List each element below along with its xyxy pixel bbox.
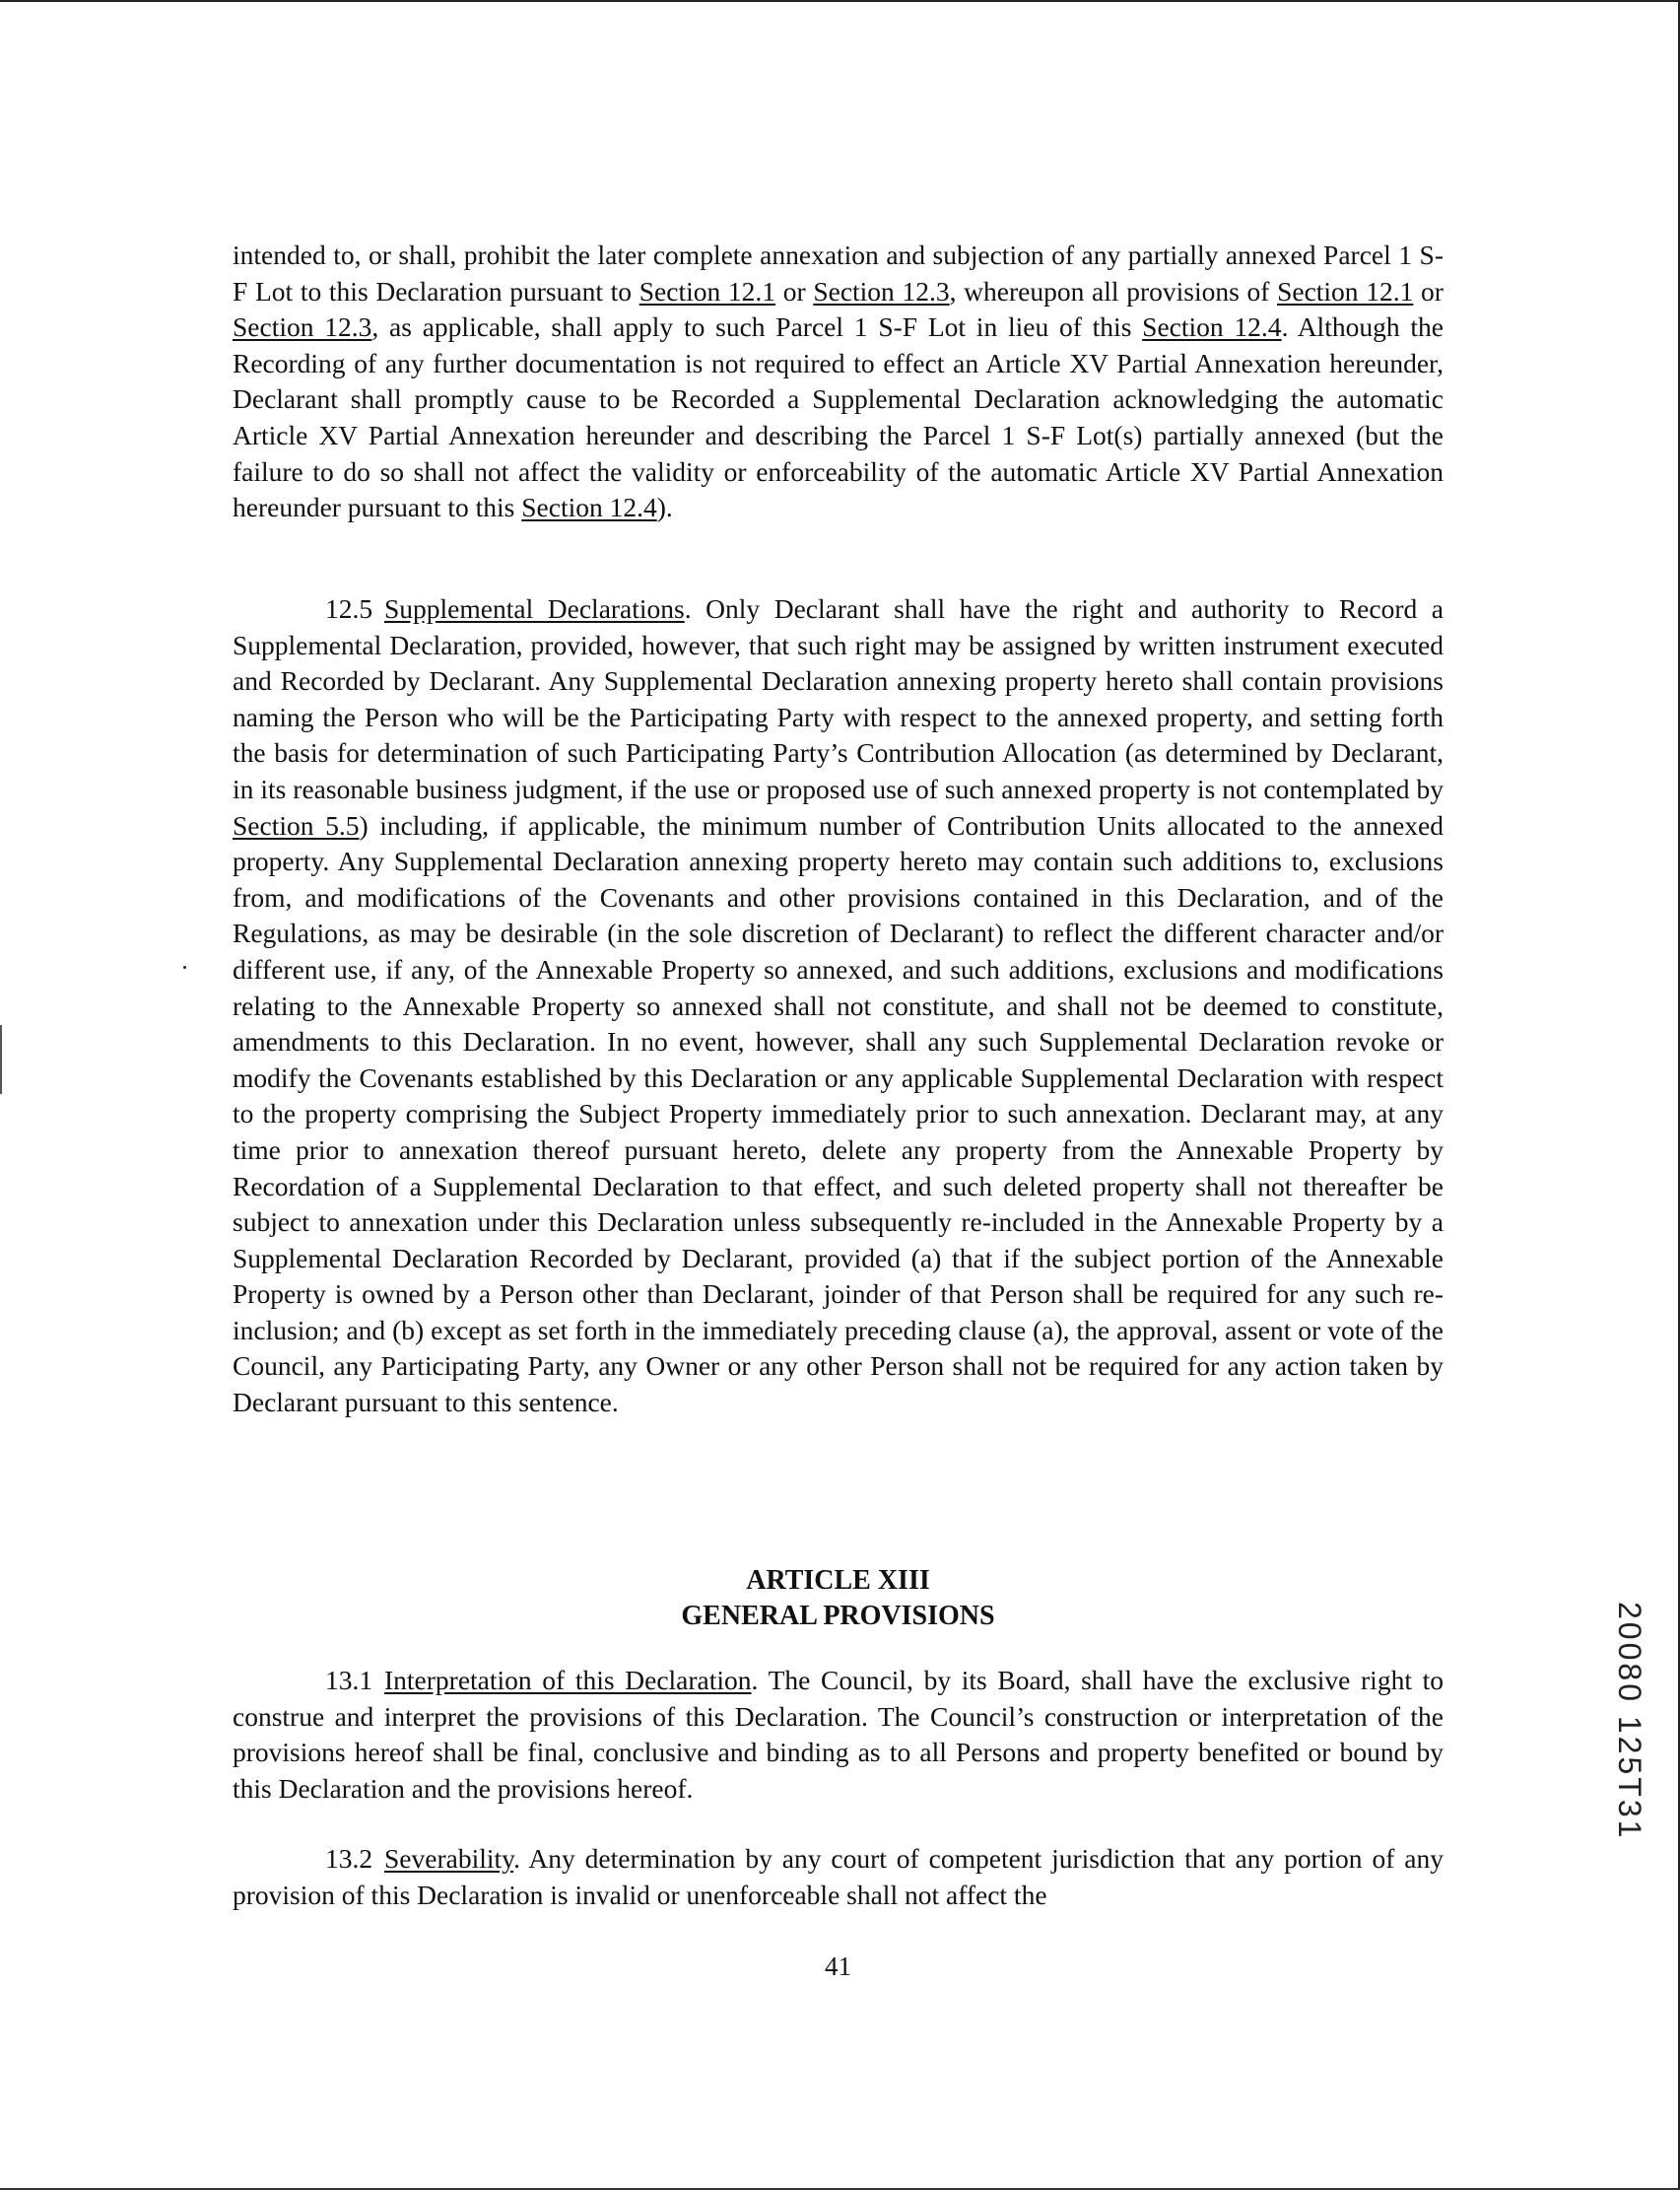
section-13-1-paragraph (233, 1663, 1444, 1807)
section-12-5-paragraph (233, 591, 1444, 1421)
section-13-2-paragraph (233, 1841, 1444, 1913)
text-run: . The Council, by its Board, shall have the exclusive right to construe and interpret the provisions of this Declaration. The Council’s construction or interpretation of the provisions hereof shall be final, conclusive and binding as to all Persons and property benefited or bound by this Declaration and the provisions hereof. (233, 1665, 1445, 1804)
text-run: , whereupon all provisions of (949, 275, 1278, 307)
text-run: . Although the Recording of any further documentation is not required to effect an Article XV Partial Annexation hereunder, Declarant shall promptly cause to be Recorded a Supplemental Declaration acknowledging the automatic Article XV Partial Annexation hereunder and describing the Parcel 1 S-F Lot(s) partially annexed (but the failure to do so shall not affect the validity or enforceability of the automatic Article XV Partial Annexation hereunder pursuant to this (233, 311, 1444, 523)
article-title: GENERAL PROVISIONS (681, 1601, 995, 1631)
section-title: Severability (384, 1843, 514, 1874)
article-number: ARTICLE XIII (746, 1565, 930, 1596)
section-reference: Section 12.3 (233, 311, 372, 343)
paragraph-12-4-continuation (233, 238, 1444, 526)
left-scan-mark (0, 1025, 2, 1094)
article-heading (233, 1563, 1444, 1634)
page-number: 41 (825, 1951, 851, 1981)
continuation-paragraph (233, 238, 1444, 526)
section-number: 13.2 (325, 1843, 373, 1874)
margin-recording-stamp: 20080 125T31 (1612, 1602, 1647, 1841)
text-run: ) including, if applicable, the minimum number of Contribution Units allocated to the annexed property. Any Supplemental Declaration annexing property hereto may contain such additions to, exclusions from, and modifications of the Covenants and other provisions contained in this Declaration, and of the Regulations, as may be desirable (in the sole discretion of Declarant) to reflect the different character and/or different use, if any, of the Annexable Property so annexed, and such additions, exclusions and modifications relating to the Annexable Property so annexed shall not constitute, and shall not be deemed to constitute, amendments to this Declaration. In no event, however, shall any such Supplemental Declaration revoke or modify the Covenants established by this Declaration or any applicable Supplemental Declaration with respect to the property comprising the Subject Property immediately prior to such annexation. Declarant may, at any time prior to annexation thereof pursuant hereto, delete any property from the Annexable Property by Recordation of a Supplemental Declaration to that effect, and such deleted property shall not thereafter be subject to annexation under this Declaration unless subsequently re-included in the Annexable Property by a Supplemental Declaration Recorded by Declarant, provided (a) that if the subject portion of the Annexable Property is owned by a Person other than Declarant, joinder of that Person shall be required for any such re-inclusion; and (b) except as set forth in the immediately preceding clause (a), the approval, assent or vote of the Council, any Participating Party, any Owner or any other Person shall not be required for any action taken by Declarant pursuant to this sentence. (233, 809, 1444, 1418)
text-run: or (775, 275, 814, 307)
text-run: ). (656, 492, 673, 523)
section-title: Interpretation of this Declaration (384, 1665, 752, 1695)
section-12-5-block (233, 591, 1444, 1421)
section-reference: Section 12.1 (1277, 275, 1414, 307)
section-number: 13.1 (325, 1665, 373, 1695)
section-title: Supplemental Declarations (384, 593, 685, 624)
section-reference: Section 5.5 (233, 809, 360, 841)
section-number: 12.5 (325, 593, 373, 624)
text-run: . Any determination by any court of competent jurisdiction that any portion of any provision of this Declaration is invalid or unenforceable shall not affect the (233, 1843, 1444, 1910)
section-13-1-block (233, 1663, 1444, 1807)
section-reference: Section 12.1 (638, 275, 776, 307)
text-run: or (1413, 275, 1444, 307)
text-run: intended to, or shall, prohibit the later complete annexation and subjection of any partially annexed Parcel 1 S-F Lot to this Declaration pursuant to (233, 240, 1444, 307)
section-reference: Section 12.4 (521, 492, 657, 523)
section-13-2-block (233, 1841, 1444, 1913)
text-run: . Only Declarant shall have the right and authority to Record a Supplemental Declaration, provided, however, that such right may be assigned by written instrument executed and Recorded by Declarant. Any Supplemental Declaration annexing property hereto shall contain provisions naming the Person who will be the Participating Party with respect to the annexed property, and setting forth the basis for determination of such Participating Party’s Contribution Allocation (as determined by Declarant, in its reasonable business judgment, if the use or proposed use of such annexed property is not contemplated by (233, 593, 1444, 804)
top-scan-border (0, 0, 1680, 2)
text-run: , as applicable, shall apply to such Parcel 1 S-F Lot in lieu of this (371, 311, 1143, 343)
section-reference: Section 12.4 (1142, 311, 1282, 343)
stray-scan-dot (183, 966, 186, 969)
section-reference: Section 12.3 (813, 275, 950, 307)
